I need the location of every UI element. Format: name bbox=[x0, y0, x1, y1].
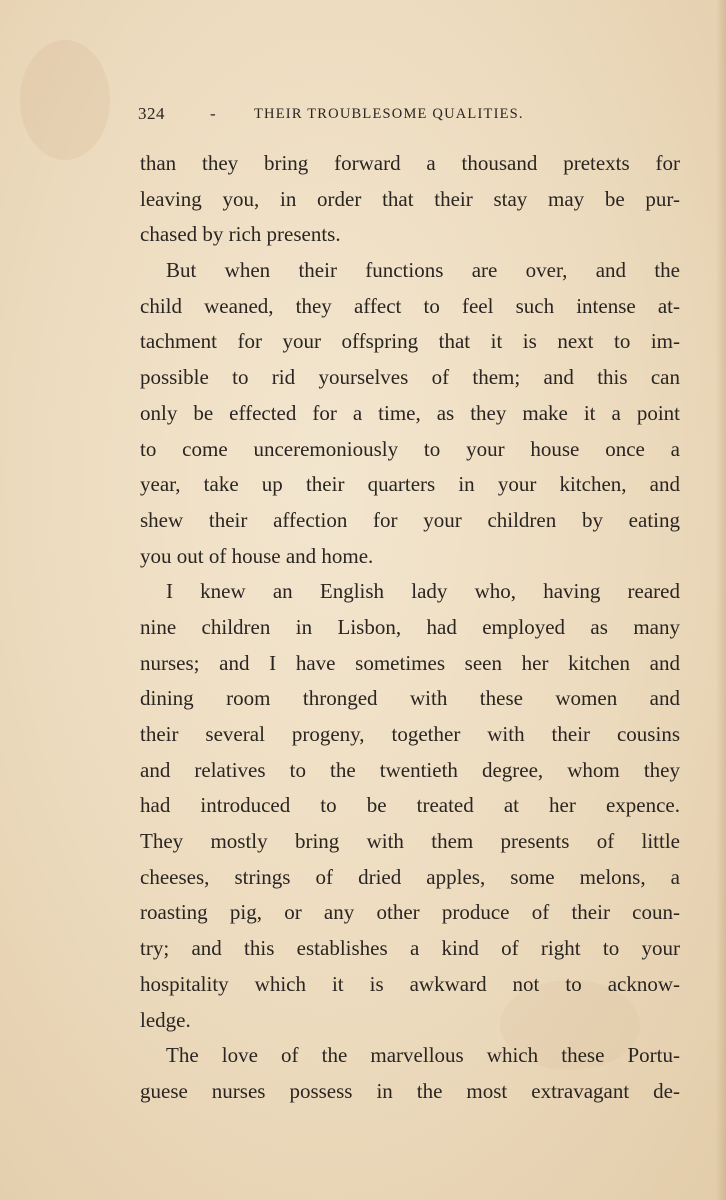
text-line: They mostly bring with them presents of little bbox=[140, 829, 680, 854]
text-line: possible to rid yourselves of them; and this can bbox=[140, 365, 680, 390]
running-head: THEIR TROUBLESOME QUALITIES. bbox=[254, 106, 524, 122]
text-line: dining room thronged with these women and bbox=[140, 686, 680, 711]
text-line: cheeses, strings of dried apples, some melons, a bbox=[140, 864, 680, 889]
text-line: shew their affection for your children by eating bbox=[140, 507, 680, 532]
header-dash: - bbox=[210, 104, 216, 123]
text-line: roasting pig, or any other produce of their coun- bbox=[140, 900, 680, 925]
text-line: child weaned, they affect to feel such intense at- bbox=[140, 293, 680, 318]
text-line: you out of house and home. bbox=[140, 543, 374, 568]
text-line: only be effected for a time, as they make it a point bbox=[140, 400, 680, 425]
text-line: hospitality which it is awkward not to acknow- bbox=[140, 971, 680, 996]
page-header bbox=[138, 104, 558, 128]
text-line: nine children in Lisbon, had employed as many bbox=[140, 614, 680, 639]
page-number: 324 bbox=[138, 104, 165, 123]
paper-stain bbox=[20, 40, 110, 160]
paragraph-first-line: The love of the marvellous which these Portu- bbox=[166, 1043, 680, 1068]
text-line: nurses; and I have sometimes seen her kitchen and bbox=[140, 650, 680, 675]
text-line: to come unceremoniously to your house once a bbox=[140, 436, 680, 461]
paragraph-first-line: I knew an English lady who, having reared bbox=[166, 579, 680, 604]
page-edge-shadow bbox=[716, 0, 726, 1200]
text-line: chased by rich presents. bbox=[140, 222, 341, 247]
text-line: had introduced to be treated at her expence. bbox=[140, 793, 680, 818]
text-line: guese nurses possess in the most extravagant de- bbox=[140, 1078, 680, 1103]
paragraph-first-line: But when their functions are over, and the bbox=[166, 258, 680, 283]
text-line: ledge. bbox=[140, 1007, 191, 1032]
text-line: year, take up their quarters in your kitchen, and bbox=[140, 472, 680, 497]
text-line: try; and this establishes a kind of right to your bbox=[140, 936, 680, 961]
text-line: than they bring forward a thousand pretexts for bbox=[140, 151, 680, 175]
text-line: and relatives to the twentieth degree, whom they bbox=[140, 757, 680, 782]
text-line: tachment for your offspring that it is next to im- bbox=[140, 329, 680, 354]
body-text bbox=[140, 146, 680, 1110]
text-line: their several progeny, together with their cousins bbox=[140, 722, 680, 746]
text-line: leaving you, in order that their stay may be pur- bbox=[140, 186, 680, 211]
